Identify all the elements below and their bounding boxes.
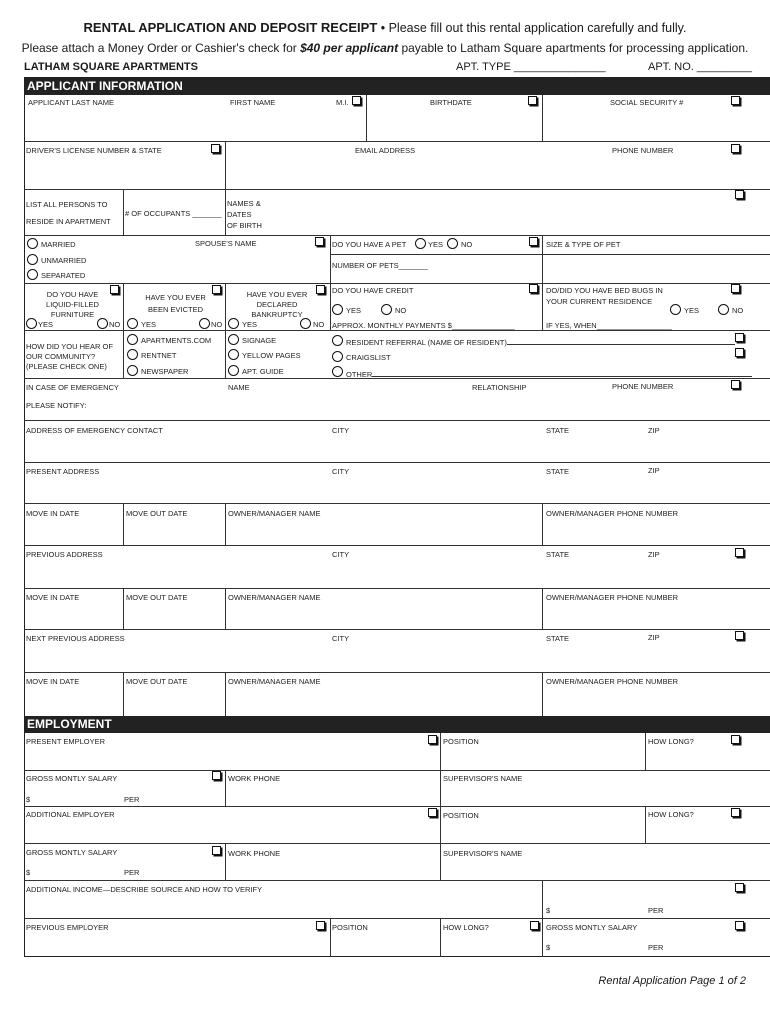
source-newspaper-radio[interactable] xyxy=(127,365,138,376)
ssn-checkbox[interactable] xyxy=(731,96,740,105)
liquid-yes-label: YES xyxy=(38,320,54,329)
bankrupt-label-3: BANKRUPTCY xyxy=(251,310,303,319)
source-signage-radio[interactable] xyxy=(228,334,239,345)
income-dollar-label: $ xyxy=(546,906,551,915)
credit-no-radio[interactable] xyxy=(381,304,392,315)
next-previous-city-field[interactable]: CITY xyxy=(332,634,350,643)
liquid-label-2: LIQUID-FILLED xyxy=(46,300,99,309)
previous-employer-checkbox[interactable] xyxy=(316,921,325,930)
next-previous-zip-field[interactable]: ZIP xyxy=(648,633,660,642)
bedbugs-yes-label: YES xyxy=(684,306,700,315)
bedbugs-label-2: YOUR CURRENT RESIDENCE xyxy=(546,297,653,306)
pet-type-field[interactable]: SIZE & TYPE OF PET xyxy=(546,240,621,249)
page-footer: Rental Application Page 1 of 2 xyxy=(598,975,746,987)
emergency-zip-field[interactable]: ZIP xyxy=(648,426,660,435)
spouse-name-field[interactable]: SPOUSE'S NAME xyxy=(195,239,257,248)
previous-address-checkbox[interactable] xyxy=(735,548,744,557)
salary-field[interactable]: GROSS MONTLY SALARY xyxy=(26,774,118,783)
source-craigslist-label: CRAIGSLIST xyxy=(346,353,391,362)
hear-label-3: (PLEASE CHECK ONE) xyxy=(26,362,107,371)
previous-owner-name-field[interactable]: OWNER/MANAGER NAME xyxy=(228,593,321,602)
liquid-no-label: NO xyxy=(109,320,121,329)
license-checkbox[interactable] xyxy=(211,144,220,153)
bankrupt-checkbox[interactable] xyxy=(316,285,325,294)
present-employer-field[interactable]: PRESENT EMPLOYER xyxy=(26,737,106,746)
previous-zip-field[interactable]: ZIP xyxy=(648,550,660,559)
bedbugs-yes-radio[interactable] xyxy=(670,304,681,315)
additional-dollar-label: $ xyxy=(26,868,31,877)
form-subtitle: Please attach a Money Order or Cashier's check for $40 per applicant payable to Latham Square apartments for processing application. xyxy=(21,41,749,55)
previous-how-long-field[interactable]: HOW LONG? xyxy=(443,923,489,932)
supervisor-field[interactable]: SUPERVISOR'S NAME xyxy=(443,774,523,783)
emergency-city-field[interactable]: CITY xyxy=(332,426,350,435)
additional-work-phone-field[interactable]: WORK PHONE xyxy=(228,849,281,858)
evicted-yes-radio[interactable] xyxy=(127,318,138,329)
emergency-phone-field[interactable]: PHONE NUMBER xyxy=(612,382,674,391)
owner-name-field[interactable]: OWNER/MANAGER NAME xyxy=(228,509,321,518)
bedbugs-label-1: DO/DID YOU HAVE BED BUGS IN xyxy=(546,286,663,295)
source-apartments-label: APARTMENTS.COM xyxy=(141,336,212,345)
source-craigslist-radio[interactable] xyxy=(332,351,343,362)
previous-address-field[interactable]: PREVIOUS ADDRESS xyxy=(26,550,103,559)
additional-per-label: PER xyxy=(124,868,140,877)
married-radio[interactable] xyxy=(27,238,38,249)
mi-checkbox[interactable] xyxy=(352,96,361,105)
bedbugs-when-field[interactable]: IF YES, WHEN__________________ xyxy=(546,321,672,330)
liquid-checkbox[interactable] xyxy=(110,285,119,294)
next-previous-owner-phone-field[interactable]: OWNER/MANAGER PHONE NUMBER xyxy=(546,677,679,686)
emergency-notify-label: PLEASE NOTIFY: xyxy=(26,401,87,410)
source-checkbox-2[interactable] xyxy=(735,348,744,357)
list-persons-label: LIST ALL PERSONS TO xyxy=(26,200,108,209)
source-newspaper-label: NEWSPAPER xyxy=(141,367,189,376)
bedbugs-no-radio[interactable] xyxy=(718,304,729,315)
additional-supervisor-field[interactable]: SUPERVISOR'S NAME xyxy=(443,849,523,858)
source-apartments-radio[interactable] xyxy=(127,334,138,345)
evicted-checkbox[interactable] xyxy=(212,285,221,294)
salary-dollar-label: $ xyxy=(26,795,31,804)
source-other-radio[interactable] xyxy=(332,366,343,377)
credit-yes-label: YES xyxy=(346,306,362,315)
bankrupt-yes-radio[interactable] xyxy=(228,318,239,329)
previous-move-in-field[interactable]: MOVE IN DATE xyxy=(26,593,80,602)
number-of-pets-field[interactable]: NUMBER OF PETS_______ xyxy=(332,261,428,270)
previous-employer-field[interactable]: PREVIOUS EMPLOYER xyxy=(26,923,109,932)
previous-move-out-field[interactable]: MOVE OUT DATE xyxy=(126,593,188,602)
hear-label-1: HOW DID YOU HEAR OF xyxy=(26,342,113,351)
unmarried-radio[interactable] xyxy=(27,254,38,265)
present-city-field[interactable]: CITY xyxy=(332,467,350,476)
source-other-field[interactable]: OTHER xyxy=(346,368,752,380)
emergency-state-field[interactable]: STATE xyxy=(546,426,570,435)
previous-owner-phone-field[interactable]: OWNER/MANAGER PHONE NUMBER xyxy=(546,593,679,602)
pet-checkbox[interactable] xyxy=(529,237,538,246)
section-applicant-information: APPLICANT INFORMATION xyxy=(24,78,770,95)
move-out-field[interactable]: MOVE OUT DATE xyxy=(126,509,188,518)
liquid-label-1: DO YOU HAVE xyxy=(46,290,99,299)
previous-per-label: PER xyxy=(648,943,664,952)
monthly-payments-field[interactable]: APPROX. MONTHLY PAYMENTS $_______________ xyxy=(332,321,515,330)
source-yellow-pages-radio[interactable] xyxy=(228,349,239,360)
next-previous-move-in-field[interactable]: MOVE IN DATE xyxy=(26,677,80,686)
work-phone-field[interactable]: WORK PHONE xyxy=(228,774,281,783)
credit-checkbox[interactable] xyxy=(529,284,538,293)
source-rentnet-label: RENTNET xyxy=(141,351,177,360)
additional-employer-checkbox[interactable] xyxy=(428,808,437,817)
next-previous-move-out-field[interactable]: MOVE OUT DATE xyxy=(126,677,188,686)
hear-label-2: OUR COMMUNITY? xyxy=(26,352,96,361)
emergency-address-field[interactable]: ADDRESS OF EMERGENCY CONTACT xyxy=(26,426,163,435)
additional-how-long-checkbox[interactable] xyxy=(731,808,740,817)
source-signage-label: SIGNAGE xyxy=(242,336,277,345)
income-per-label: PER xyxy=(648,906,664,915)
present-zip-field[interactable]: ZIP xyxy=(648,466,660,475)
additional-salary-field[interactable]: GROSS MONTLY SALARY xyxy=(26,848,118,857)
liquid-no-radio[interactable] xyxy=(97,318,108,329)
source-apt-guide-label: APT. GUIDE xyxy=(242,367,284,376)
how-long-checkbox[interactable] xyxy=(731,735,740,744)
pet-yes-radio[interactable] xyxy=(415,238,426,249)
form-title: RENTAL APPLICATION AND DEPOSIT RECEIPT • Please fill out this rental application carefully and fully. xyxy=(83,20,687,35)
next-previous-address-field[interactable]: NEXT PREVIOUS ADDRESS xyxy=(26,634,125,643)
next-previous-state-field[interactable]: STATE xyxy=(546,634,570,643)
source-yellow-pages-label: YELLOW PAGES xyxy=(242,351,301,360)
evicted-yes-label: YES xyxy=(141,320,157,329)
source-referral-field[interactable]: RESIDENT REFERRAL (NAME OF RESIDENT) xyxy=(346,336,735,348)
drivers-license-field[interactable]: DRIVER'S LICENSE NUMBER & STATE xyxy=(26,146,162,155)
phone-field[interactable]: PHONE NUMBER xyxy=(612,146,674,155)
additional-income-checkbox[interactable] xyxy=(735,883,744,892)
separated-radio[interactable] xyxy=(27,269,38,280)
additional-employer-field[interactable]: ADDITIONAL EMPLOYER xyxy=(26,810,115,819)
bankrupt-label-2: DECLARED xyxy=(256,300,298,309)
pet-no-label: NO xyxy=(461,240,473,249)
additional-salary-checkbox[interactable] xyxy=(212,846,221,855)
liquid-yes-radio[interactable] xyxy=(26,318,37,329)
birthdate-field[interactable]: BIRTHDATE xyxy=(430,98,472,107)
names-checkbox[interactable] xyxy=(735,190,744,199)
bedbugs-no-label: NO xyxy=(732,306,744,315)
ssn-field[interactable]: SOCIAL SECURITY # xyxy=(610,98,684,107)
previous-salary-checkbox[interactable] xyxy=(735,921,744,930)
present-employer-checkbox[interactable] xyxy=(428,735,437,744)
salary-checkbox[interactable] xyxy=(212,771,221,780)
pet-yes-label: YES xyxy=(428,240,444,249)
evicted-label-1: HAVE YOU EVER xyxy=(145,293,206,302)
section-employment: EMPLOYMENT xyxy=(24,716,770,733)
emergency-checkbox[interactable] xyxy=(731,380,740,389)
additional-how-long-field[interactable]: HOW LONG? xyxy=(648,810,694,819)
birthdate-checkbox[interactable] xyxy=(528,96,537,105)
occupants-field[interactable]: # OF OCCUPANTS _______ xyxy=(125,209,222,218)
bankrupt-yes-label: YES xyxy=(242,320,258,329)
credit-label: DO YOU HAVE CREDIT xyxy=(332,286,414,295)
unmarried-label: UNMARRIED xyxy=(41,256,87,265)
liquid-label-3: FURNITURE xyxy=(50,310,95,319)
dates-label: DATES xyxy=(227,210,252,219)
emergency-name-field[interactable]: NAME xyxy=(228,383,250,392)
move-in-field[interactable]: MOVE IN DATE xyxy=(26,509,80,518)
first-name-field[interactable]: FIRST NAME xyxy=(230,98,276,107)
source-apt-guide-radio[interactable] xyxy=(228,365,239,376)
list-persons-label-2: RESIDE IN APARTMENT xyxy=(26,217,111,226)
have-pet-label: DO YOU HAVE A PET xyxy=(332,240,407,249)
previous-city-field[interactable]: CITY xyxy=(332,550,350,559)
property-name: LATHAM SQUARE APARTMENTS xyxy=(24,61,198,73)
birth-label: OF BIRTH xyxy=(227,221,262,230)
next-previous-checkbox[interactable] xyxy=(735,631,744,640)
source-checkbox[interactable] xyxy=(735,333,744,342)
evicted-label-2: BEEN EVICTED xyxy=(147,305,203,314)
emergency-relationship-field[interactable]: RELATIONSHIP xyxy=(472,383,527,392)
bankrupt-no-label: NO xyxy=(313,320,325,329)
apt-no-field[interactable]: APT. NO. _________ xyxy=(648,61,752,73)
emergency-label: IN CASE OF EMERGENCY xyxy=(26,383,119,392)
phone-checkbox[interactable] xyxy=(731,144,740,153)
previous-how-long-checkbox[interactable] xyxy=(530,921,539,930)
apt-type-field[interactable]: APT. TYPE _______________ xyxy=(456,61,606,73)
pet-no-radio[interactable] xyxy=(447,238,458,249)
salary-per-label: PER xyxy=(124,795,140,804)
bankrupt-label-1: HAVE YOU EVER xyxy=(246,290,308,299)
additional-position-field[interactable]: POSITION xyxy=(443,811,479,820)
present-address-field[interactable]: PRESENT ADDRESS xyxy=(26,467,100,476)
mi-field[interactable]: M.I. xyxy=(336,98,349,107)
spouse-checkbox[interactable] xyxy=(315,237,324,246)
evicted-no-radio[interactable] xyxy=(199,318,210,329)
how-long-field[interactable]: HOW LONG? xyxy=(648,737,694,746)
credit-yes-radio[interactable] xyxy=(332,304,343,315)
previous-state-field[interactable]: STATE xyxy=(546,550,570,559)
separated-label: SEPARATED xyxy=(41,271,86,280)
previous-dollar-label: $ xyxy=(546,943,551,952)
bankrupt-no-radio[interactable] xyxy=(300,318,311,329)
position-field[interactable]: POSITION xyxy=(443,737,479,746)
present-state-field[interactable]: STATE xyxy=(546,467,570,476)
married-label: MARRIED xyxy=(41,240,76,249)
source-rentnet-radio[interactable] xyxy=(127,349,138,360)
owner-phone-field[interactable]: OWNER/MANAGER PHONE NUMBER xyxy=(546,509,679,518)
email-field[interactable]: EMAIL ADDRESS xyxy=(355,146,416,155)
evicted-no-label: NO xyxy=(211,320,223,329)
previous-salary-field[interactable]: GROSS MONTLY SALARY xyxy=(546,923,638,932)
source-referral-radio[interactable] xyxy=(332,335,343,346)
applicant-last-name-field[interactable]: APPLICANT LAST NAME xyxy=(28,98,115,107)
next-previous-owner-field[interactable]: OWNER/MANAGER NAME xyxy=(228,677,321,686)
bedbugs-checkbox[interactable] xyxy=(731,284,740,293)
credit-no-label: NO xyxy=(395,306,407,315)
additional-income-field[interactable]: ADDITIONAL INCOME—DESCRIBE SOURCE AND HOW TO VERIFY xyxy=(26,885,263,894)
names-label: NAMES & xyxy=(227,199,261,208)
previous-position-field[interactable]: POSITION xyxy=(332,923,368,932)
